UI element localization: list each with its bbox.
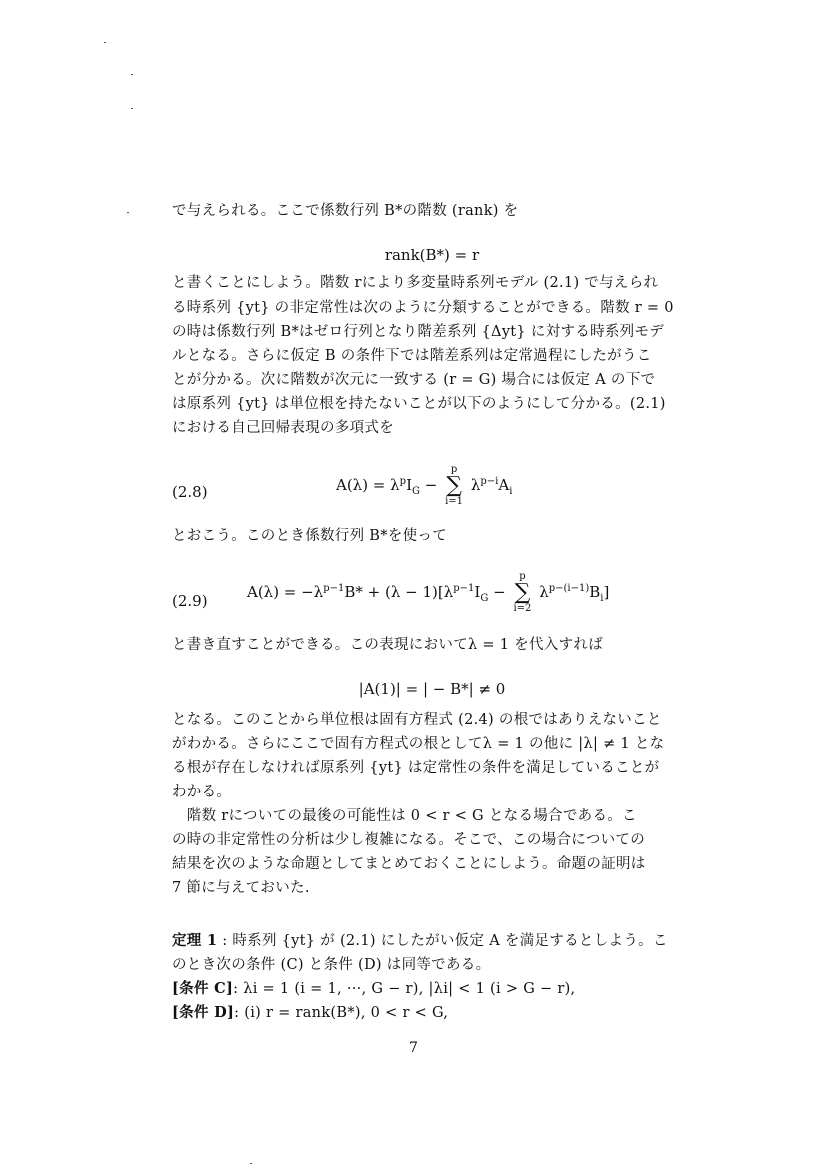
scan-speck [250,1163,252,1164]
text-line: る根が存在しなければ原系列 {yt} は定常性の条件を満足していることが [172,760,660,776]
text-line: と書くことにしよう。階数 rにより多変量時系列モデル (2.1) で与えられ [172,275,659,291]
text-line: 階数 rについての最後の可能性は 0 < r < G となる場合である。こ [172,808,637,824]
text-line: る時系列 {yt} の非定常性は次のように分類することができる。階数 r = 0 [172,300,674,316]
text-line: がわかる。さらにここで固有方程式の根としてλ = 1 の他に |λ| ≠ 1 とな [172,736,665,752]
text-line: と書き直すことができる。この表現においてλ = 1 を代入すれば [172,637,603,653]
theorem-line: のとき次の条件 (C) と条件 (D) は同等である。 [172,957,491,973]
equation-determinant: |A(1)| = | − B*| ≠ 0 [358,680,506,698]
text-line: は原系列 {yt} は単位根を持たないことが以下のようにして分かる。(2.1) [172,396,666,412]
equation-number-2-8: (2.8) [172,483,208,501]
equation-2-8: $A(\lambda) = \lambda^pI_G - p$ ∑ i=1 $\lambda^{p-i}A_i$ [336,464,513,507]
theorem-title: 定理 1 [172,932,218,949]
text-line: わかる。 [172,784,232,800]
condition-c: [条件 C]: λi = 1 (i = 1, ···, G − r), |λi| < 1 (i > G − r), [172,980,576,997]
text-line: 7 節に与えておいた. [172,880,310,896]
equation-number-2-9: (2.9) [172,592,208,610]
equation-2-9: $A(\lambda) = -\lambda^{p-1}B* + (\lambda - 1)[\lambda^{p-1}I_G - p$ ∑ i=2 $\lambda^{p-(i-1)}B_i$] [247,571,610,614]
text-line: における自己回帰表現の多項式を [172,420,394,436]
scan-speck [127,212,129,213]
text-line: の時は係数行列 B*はゼロ行列となり階差系列 {Δyt} に対する時系列モデ [172,324,665,340]
text-line: となる。このことから単位根は固有方程式 (2.4) の根ではありえないこと [172,712,662,728]
text-line: 結果を次のような命題としてまとめておくことにしよう。命題の証明は [172,856,646,872]
equation-rank: rank(B*) = r [384,246,480,264]
theorem-line: 定理 1 : 時系列 {yt} が (2.1) にしたがい仮定 A を満足するとしよう。こ [172,932,668,949]
text-line: ルとなる。さらに仮定 B の条件下では階差系列は定常過程にしたがうこ [172,348,652,364]
intro-line: で与えられる。ここで係数行列 B*の階数 (rank) を [172,203,519,219]
condition-d: [条件 D]: (i) r = rank(B*), 0 < r < G, [172,1004,449,1021]
summation-symbol: p ∑ i=2 [513,571,532,614]
scan-speck [104,42,106,43]
text-line: とおこう。このとき係数行列 B*を使って [172,528,448,544]
text-line: の時の非定常性の分析は少し複雑になる。そこで、この場合についての [172,832,646,848]
scan-speck [131,108,133,109]
summation-symbol: p ∑ i=1 [445,464,464,507]
text-line: とが分かる。次に階数が次元に一致する (r = G) 場合には仮定 A の下で [172,372,656,388]
page-number: 7 [409,1040,418,1056]
scan-speck [131,74,133,75]
